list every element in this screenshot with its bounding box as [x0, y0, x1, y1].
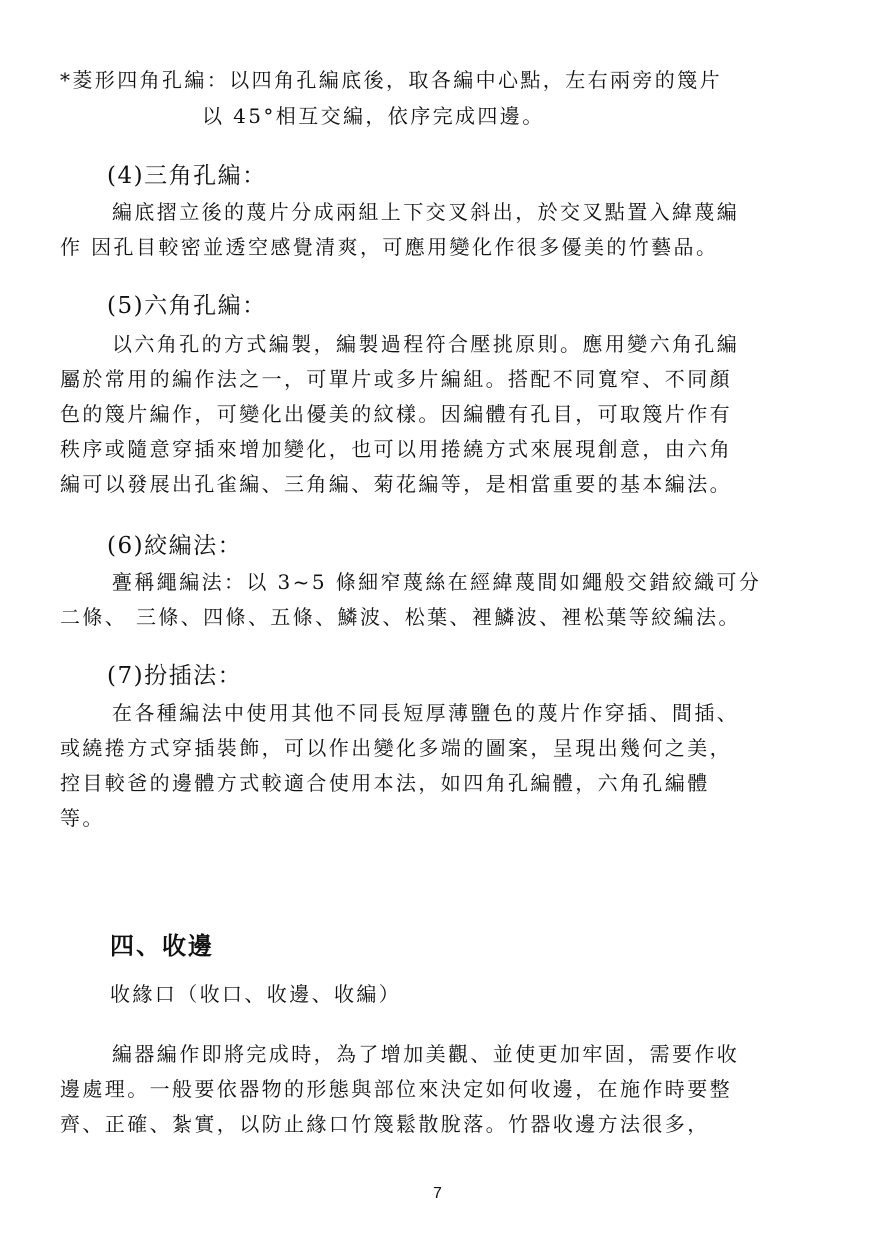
section-heading-insert: (7)扮插法：	[107, 663, 243, 689]
diamond-note-line-2: 以 45°相互交編，依序完成四邊。	[202, 104, 545, 128]
section-title: 四、收邊	[110, 931, 214, 960]
paragraph-line: 齊、正確、紮實，以防止緣口竹篾鬆散脫落。竹器收邊方法很多，	[60, 1112, 710, 1136]
paragraph-line: 編器編作即將完成時，為了增加美觀、並使更加牢固，需要作收	[112, 1042, 740, 1066]
section-heading-hexagon: (5)六角孔編：	[107, 293, 267, 319]
paragraph-line: 色的篾片編作，可變化出優美的紋樣。因編體有孔目，可取篾片作有	[60, 402, 732, 426]
section-heading-twist: (6)絞編法：	[107, 533, 243, 559]
paragraph-line: 秩序或隨意穿插來增加變化，也可以用捲繞方式來展現創意，由六角	[60, 437, 732, 461]
paragraph-line: 亹稱繩編法：以 3~5 條細窄蔑絲在經緯蔑間如繩般交錯絞織可分	[112, 570, 762, 594]
paragraph-line: 以六角孔的方式編製，編製過程符合壓挑原則。應用變六角孔編	[112, 332, 740, 356]
paragraph-line: 或繞捲方式穿插裝飾，可以作出變化多端的圖案，呈現出幾何之美，	[60, 736, 732, 760]
paragraph-line: 編可以發展出孔雀編、三角編、菊花編等，是相當重要的基本編法。	[60, 472, 732, 496]
section-subtitle: 收緣口（收口、收邊、收編）	[110, 982, 402, 1006]
paragraph-line: 在各種編法中使用其他不同長短厚薄鹽色的蔑片作穿插、間插、	[112, 701, 740, 725]
paragraph-line: 控目較爸的邊體方式較適合使用本法，如四角孔編體，六角孔編體	[60, 771, 710, 795]
paragraph-line: 作 因孔目較密並透空感覺清爽，可應用變化作很多優美的竹藝品。	[60, 235, 719, 259]
page-number: 7	[433, 1185, 442, 1202]
section-heading-triangle: (4)三角孔編：	[107, 163, 267, 189]
paragraph-line: 二條、 三條、四條、五條、鱗波、松葉、裡鱗波、裡松葉等絞編法。	[60, 605, 741, 629]
paragraph-line: 屬於常用的編作法之一，可單片或多片編組。搭配不同寬窄、不同顏	[60, 367, 732, 391]
diamond-note-line-1: *菱形四角孔編：以四角孔編底後，取各編中心點，左右兩旁的篾片	[60, 68, 722, 92]
paragraph-line: 等。	[60, 806, 105, 830]
paragraph-line: 邊處理。一般要依器物的形態與部位來決定如何收邊，在施作時要整	[60, 1077, 732, 1101]
paragraph-line: 編底摺立後的蔑片分成兩組上下交叉斜出，於交叉點置入緯蔑編	[112, 200, 740, 224]
